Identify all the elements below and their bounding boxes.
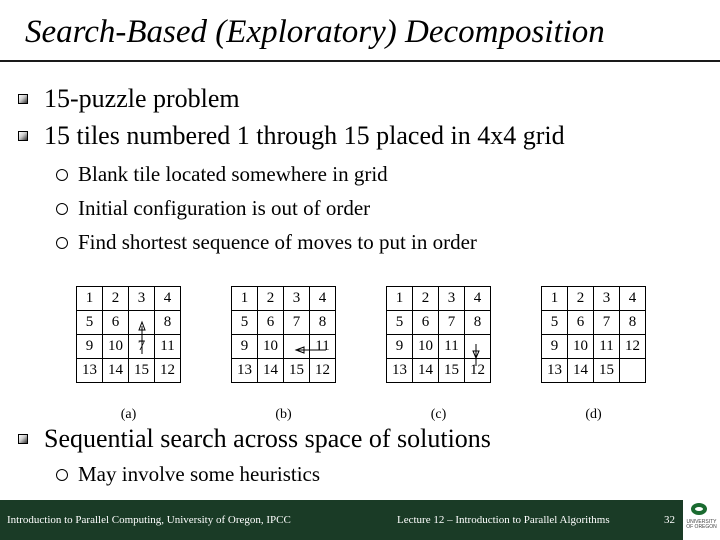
cell: 9 <box>542 335 568 359</box>
cell: 2 <box>258 287 284 311</box>
puzzle-grid-c <box>386 286 491 383</box>
cell: 15 <box>129 359 155 383</box>
cell: 7 <box>439 311 465 335</box>
puzzle-c <box>386 286 491 423</box>
puzzle-d <box>541 286 646 423</box>
cell: 9 <box>387 335 413 359</box>
cell: 15 <box>439 359 465 383</box>
title-rule <box>0 60 720 62</box>
cell: 12 <box>620 335 646 359</box>
cell: 8 <box>620 311 646 335</box>
cell: 6 <box>413 311 439 335</box>
circle-bullet-icon <box>56 169 68 181</box>
university-logo <box>683 500 720 540</box>
sub-bullet-4-text: May involve some heuristics <box>78 462 321 486</box>
cell: 2 <box>413 287 439 311</box>
cell: 8 <box>310 311 336 335</box>
cell: 2 <box>568 287 594 311</box>
blank-cell <box>465 335 491 359</box>
cell: 10 <box>258 335 284 359</box>
square-bullet-icon <box>18 434 28 444</box>
bullet-1 <box>18 84 240 114</box>
puzzle-a <box>76 286 181 423</box>
cell: 2 <box>103 287 129 311</box>
circle-bullet-icon <box>56 203 68 215</box>
blank-cell <box>129 311 155 335</box>
cell: 5 <box>77 311 103 335</box>
caption-a: (a) <box>120 407 137 422</box>
square-bullet-icon <box>18 94 28 104</box>
cell: 3 <box>129 287 155 311</box>
sub-bullet-2-text: Initial configuration is out of order <box>78 196 371 220</box>
page-number: 32 <box>664 514 675 526</box>
cell: 5 <box>542 311 568 335</box>
cell: 9 <box>77 335 103 359</box>
footer-course: Introduction to Parallel Computing, University of Oregon, IPCC <box>7 514 291 526</box>
cell: 15 <box>594 359 620 383</box>
sub-bullet-4 <box>56 462 320 487</box>
cell: 10 <box>568 335 594 359</box>
cell: 13 <box>542 359 568 383</box>
caption-c: (c) <box>430 407 447 422</box>
logo-text: UNIVERSITY OF OREGON <box>686 519 717 530</box>
bullet-1-text: 15-puzzle problem <box>44 84 240 113</box>
slide-footer <box>0 500 720 540</box>
footer-lecture: Lecture 12 – Introduction to Parallel Algorithms <box>397 514 610 526</box>
sub-bullet-1-text: Blank tile located somewhere in grid <box>78 162 388 186</box>
bullet-3-text: Sequential search across space of solutions <box>44 424 491 453</box>
cell: 8 <box>155 311 181 335</box>
cell: 1 <box>232 287 258 311</box>
blank-cell <box>284 335 310 359</box>
cell: 8 <box>465 311 491 335</box>
cell: 4 <box>155 287 181 311</box>
slide-title: Search-Based (Exploratory) Decomposition <box>25 14 605 50</box>
bullet-2-text: 15 tiles numbered 1 through 15 placed in 4x4 grid <box>44 121 565 150</box>
cell: 5 <box>387 311 413 335</box>
cell: 4 <box>465 287 491 311</box>
cell: 6 <box>103 311 129 335</box>
puzzle-grid-d <box>541 286 646 383</box>
cell: 3 <box>439 287 465 311</box>
cell: 3 <box>594 287 620 311</box>
cell: 9 <box>232 335 258 359</box>
oregon-o-icon <box>691 503 707 515</box>
sub-bullet-1 <box>56 162 388 187</box>
bullet-2 <box>18 121 565 151</box>
sub-bullet-2 <box>56 196 370 221</box>
cell: 1 <box>542 287 568 311</box>
cell: 15 <box>284 359 310 383</box>
cell: 12 <box>310 359 336 383</box>
square-bullet-icon <box>18 131 28 141</box>
cell: 11 <box>310 335 336 359</box>
cell: 7 <box>129 335 155 359</box>
cell: 14 <box>258 359 284 383</box>
cell: 13 <box>77 359 103 383</box>
cell: 1 <box>387 287 413 311</box>
cell: 6 <box>568 311 594 335</box>
cell: 4 <box>310 287 336 311</box>
sub-bullet-3 <box>56 230 477 255</box>
cell: 6 <box>258 311 284 335</box>
caption-d: (d) <box>585 407 602 422</box>
cell: 11 <box>439 335 465 359</box>
puzzle-grid-b <box>231 286 336 383</box>
cell: 7 <box>594 311 620 335</box>
cell: 3 <box>284 287 310 311</box>
cell: 7 <box>284 311 310 335</box>
cell: 10 <box>413 335 439 359</box>
bullet-3 <box>18 424 491 454</box>
cell: 13 <box>387 359 413 383</box>
cell: 13 <box>232 359 258 383</box>
cell: 5 <box>232 311 258 335</box>
cell: 11 <box>155 335 181 359</box>
cell: 12 <box>465 359 491 383</box>
cell: 14 <box>413 359 439 383</box>
cell: 10 <box>103 335 129 359</box>
puzzle-b <box>231 286 336 423</box>
circle-bullet-icon <box>56 237 68 249</box>
cell: 14 <box>103 359 129 383</box>
puzzle-grid-a <box>76 286 181 383</box>
caption-b: (b) <box>275 407 292 422</box>
cell: 11 <box>594 335 620 359</box>
cell: 1 <box>77 287 103 311</box>
cell: 4 <box>620 287 646 311</box>
blank-cell <box>620 359 646 383</box>
circle-bullet-icon <box>56 469 68 481</box>
cell: 12 <box>155 359 181 383</box>
cell: 14 <box>568 359 594 383</box>
sub-bullet-3-text: Find shortest sequence of moves to put in order <box>78 230 477 254</box>
